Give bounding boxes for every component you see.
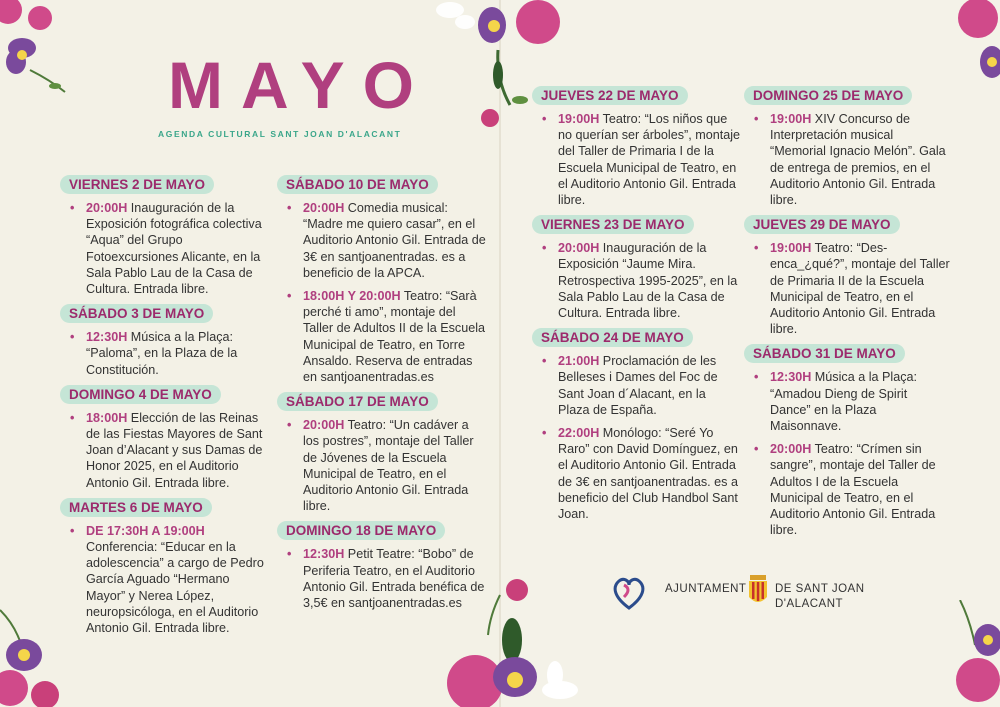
- event-item: [60, 523, 270, 636]
- event-description: Conferencia: “Educar en la adolescencia” a cargo de Pedro García Aguado “Hermano Mayor” y Nerea López, neuropsicóloga, en el Auditorio Antonio Gil. Entrada libre.: [86, 540, 264, 636]
- event-time: 19:00H: [558, 112, 600, 126]
- day-section: [277, 175, 487, 385]
- event-item: [532, 425, 740, 522]
- event-item: [60, 200, 270, 297]
- event-description: Inauguración de la Exposición fotográfica colectiva “Aqua” del Grupo Fotoexcursiones Alicante, en la Sala Pablo Lau de la Casa de Cultura. Entrada libre.: [86, 201, 262, 297]
- event-time: 19:00H: [770, 241, 812, 256]
- event-time: 20:00H: [558, 241, 600, 256]
- bullet-icon: •: [542, 354, 547, 369]
- event-description: Teatro: “Des-enca_¿qué?”, montaje del Taller de Primaria II de la Escuela Municipal de Teatro, en el Auditorio Antonio Gil. Entrada libre.: [770, 241, 950, 337]
- event-description: Teatro: “Sarà perché ti amo”, montaje del Taller de Adultos II de la Escuela Municipal de Teatro, en Torre Ansaldo. Reserva de entradas en santjoanentradas.es: [303, 289, 486, 385]
- date-badge: VIERNES 23 DE MAYO: [532, 215, 694, 234]
- event-description: Elección de las Reinas de las Fiestas Mayores de Sant Joan d’Alacant y sus Damas de Honor 2025, en el Auditorio Antonio Gil. Entrada libre.: [86, 410, 263, 490]
- day-section: [60, 175, 270, 297]
- event-description: Inauguración de la Exposición “Jaume Mira. Retrospectiva 1995-2025”, en la Sala Pablo Lau de la Casa de Cultura. Entrada libre.: [558, 241, 738, 321]
- ajuntament-logo-block: [610, 575, 870, 615]
- event-time: 12:30H: [303, 547, 345, 562]
- flower-decoration-top-right: [940, 0, 1000, 100]
- page-title: MAYO: [168, 48, 432, 122]
- flower-decoration-bottom-right: [940, 600, 1000, 707]
- bullet-icon: •: [287, 289, 292, 304]
- sant-joan-heart-logo-icon: [610, 575, 648, 611]
- logo-text-ajuntament: AJUNTAMENT: [665, 583, 747, 595]
- bullet-icon: •: [70, 523, 75, 538]
- bullet-icon: •: [70, 410, 75, 425]
- date-badge: SÁBADO 3 DE MAYO: [60, 304, 213, 323]
- day-section: [60, 304, 270, 378]
- event-time: 21:00H: [558, 354, 600, 369]
- bullet-icon: •: [754, 241, 759, 256]
- bullet-icon: •: [754, 370, 759, 385]
- event-time: 19:00H: [770, 112, 812, 126]
- coat-of-arms-icon: [748, 575, 768, 607]
- event-description: Comedia musical: “Madre me quiero casar”, en el Auditorio Antonio Gil. Entrada de 3€ en santjoanentradas. es a beneficio de la APCA.: [303, 201, 486, 280]
- event-item: [60, 329, 270, 378]
- bullet-icon: •: [542, 241, 547, 256]
- date-badge: DOMINGO 25 DE MAYO: [744, 86, 912, 105]
- event-time: 12:30H: [770, 370, 812, 385]
- agenda-column-4: [744, 86, 950, 545]
- event-item: [277, 288, 487, 385]
- event-item: [744, 369, 950, 434]
- date-badge: MARTES 6 DE MAYO: [60, 498, 212, 517]
- event-item: [532, 353, 740, 418]
- logo-text-line-3: D'ALACANT: [775, 598, 844, 610]
- date-badge: JUEVES 22 DE MAYO: [532, 86, 688, 105]
- event-item: [277, 417, 487, 514]
- agenda-column-3: [532, 86, 740, 529]
- bullet-icon: •: [70, 201, 75, 215]
- bullet-icon: •: [287, 418, 292, 433]
- event-description: Teatro: “Crímen sin sangre”, montaje del Taller de Adultos I de la Escuela Municipal de Teatro, en el Auditorio Antonio Gil. Entrada libre.: [770, 442, 936, 538]
- event-time: 20:00H: [86, 201, 128, 215]
- event-description: Teatro: “Un cadáver a los postres”, montaje del Taller de Jóvenes de la Escuela Municipal de Teatro, en el Auditorio Antonio Gil. Entrada libre.: [303, 418, 474, 514]
- event-time: 20:00H: [303, 201, 345, 215]
- day-section: [277, 521, 487, 611]
- event-time: 12:30H: [86, 330, 128, 345]
- day-section: [744, 344, 950, 538]
- logo-text-line-2: DE SANT JOAN: [775, 583, 865, 595]
- bullet-icon: •: [542, 112, 547, 126]
- day-section: [532, 215, 740, 321]
- event-description: Música a la Plaça: “Paloma”, en la Plaza de la Constitución.: [86, 330, 238, 377]
- day-section: [277, 392, 487, 514]
- bullet-icon: •: [754, 442, 759, 457]
- event-time: 18:00H Y 20:00H: [303, 289, 401, 304]
- bullet-icon: •: [754, 112, 759, 126]
- bullet-icon: •: [287, 547, 292, 562]
- day-section: [532, 86, 740, 208]
- page-subtitle: AGENDA CULTURAL SANT JOAN D'ALACANT: [158, 129, 402, 139]
- event-item: [744, 441, 950, 538]
- flower-decoration-top-left: [0, 0, 80, 100]
- event-item: [744, 240, 950, 337]
- event-item: [532, 240, 740, 321]
- date-badge: SÁBADO 24 DE MAYO: [532, 328, 693, 347]
- day-section: [744, 86, 950, 208]
- event-item: [277, 200, 487, 281]
- event-description: Música a la Plaça: “Amadou Dieng de Spirit Dance” en la Plaza Maisonnave.: [770, 370, 918, 434]
- event-time: 22:00H: [558, 426, 600, 441]
- event-description: XIV Concurso de Interpretación musical “Memorial Ignacio Melón”. Gala de entrega de premios, en el Auditorio Antonio Gil. Entrada libre.: [770, 112, 946, 208]
- date-badge: SÁBADO 17 DE MAYO: [277, 392, 438, 411]
- date-badge: SÁBADO 10 DE MAYO: [277, 175, 438, 194]
- event-description: Proclamación de les Belleses i Dames del Foc de Sant Joan d´Alacant, en la Plaza de España.: [558, 354, 718, 417]
- event-time: 20:00H: [303, 418, 345, 433]
- event-item: [744, 111, 950, 208]
- event-item: [532, 111, 740, 208]
- date-badge: DOMINGO 18 DE MAYO: [277, 521, 445, 540]
- event-description: Petit Teatre: “Bobo” de Periferia Teatro, en el Auditorio Antonio Gil. Entrada benéfica de 3,5€ en santjoanentradas.es: [303, 547, 485, 611]
- agenda-column-2: [277, 175, 487, 618]
- event-description: Teatro: “Los niños que no querían ser árboles”, montaje del Taller de Primaria I de la Escuela Municipal de Teatro, en el Auditorio Antonio Gil. Entrada libre.: [558, 112, 741, 208]
- date-badge: SÁBADO 31 DE MAYO: [744, 344, 905, 363]
- day-section: [60, 385, 270, 491]
- event-time: 18:00H: [86, 410, 128, 425]
- event-item: [60, 410, 270, 491]
- logo-text-municipality: [775, 582, 865, 612]
- event-time: 20:00H: [770, 442, 812, 457]
- date-badge: JUEVES 29 DE MAYO: [744, 215, 900, 234]
- bullet-icon: •: [542, 426, 547, 441]
- day-section: [532, 328, 740, 522]
- event-time: DE 17:30H A 19:00H: [86, 523, 205, 538]
- event-item: [277, 546, 487, 611]
- event-description: Monólogo: “Seré Yo Raro” con David Domínguez, en el Auditorio Antonio Gil. Entrada de 3€ en santjoanentradas. es a beneficio del Club Handbol Sant Joan.: [558, 426, 738, 522]
- date-badge: VIERNES 2 DE MAYO: [60, 175, 214, 194]
- bullet-icon: •: [287, 201, 292, 215]
- agenda-column-1: [60, 175, 270, 643]
- date-badge: DOMINGO 4 DE MAYO: [60, 385, 221, 404]
- day-section: [60, 498, 270, 636]
- day-section: [744, 215, 950, 337]
- bullet-icon: •: [70, 330, 75, 345]
